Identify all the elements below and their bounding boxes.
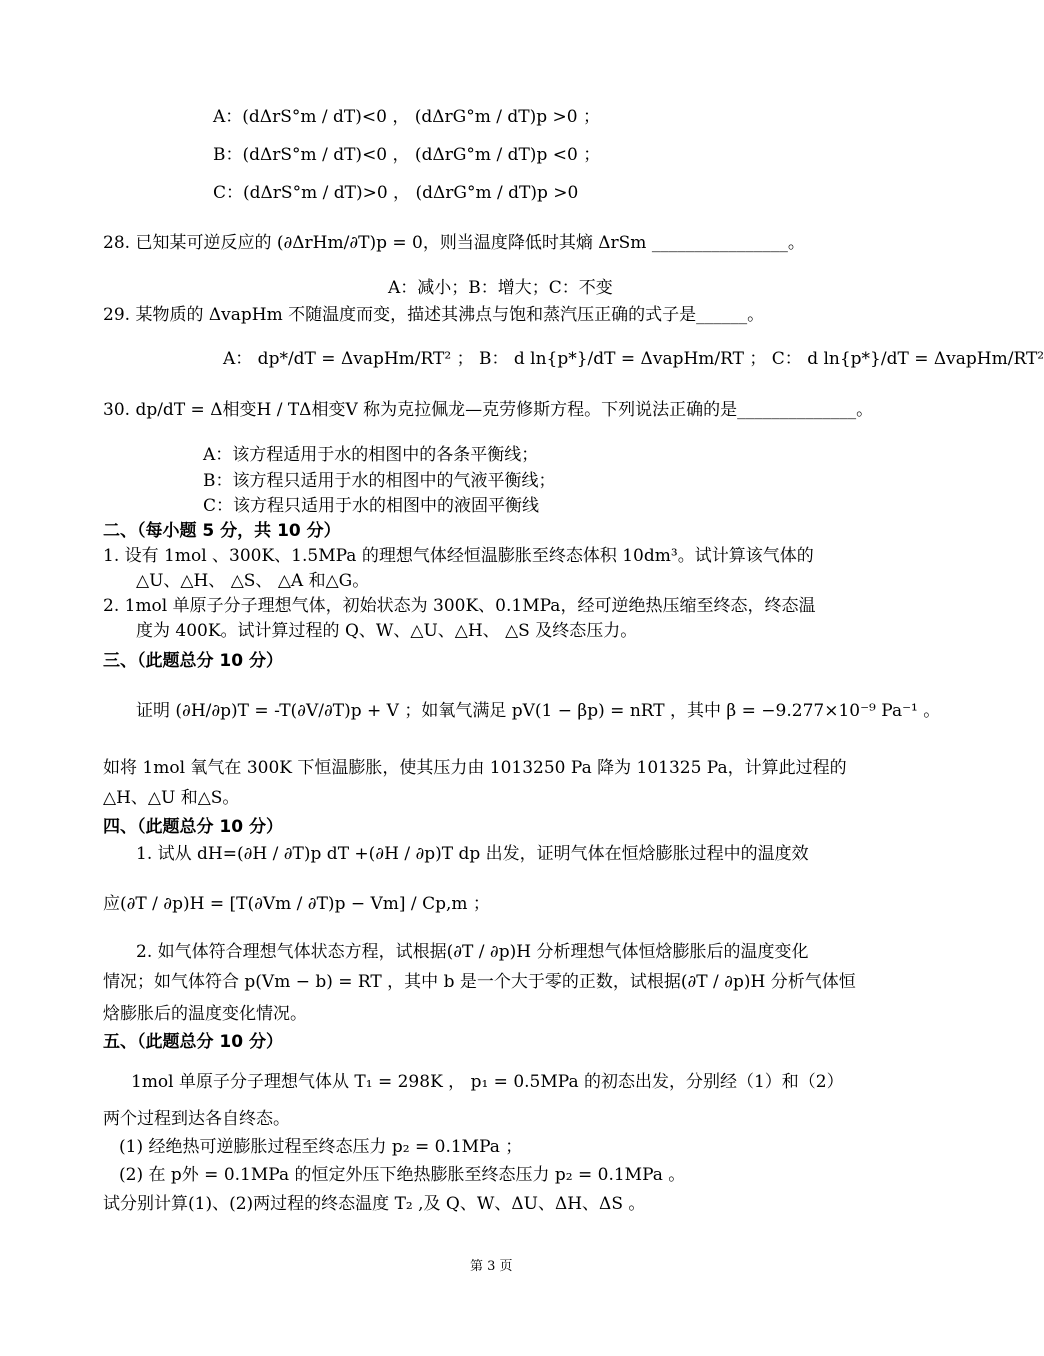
- q27-option-c: C：(dΔrS°m / dT)>0 ， (dΔrG°m / dT)p >0: [213, 183, 579, 203]
- s5-text-line3: 试分别计算(1)、(2)两过程的终态温度 T₂ ,及 Q、W、ΔU、ΔH、ΔS 。: [103, 1194, 646, 1214]
- s4-q1-line2: 应(∂T / ∂p)H = [T(∂Vm / ∂T)p − Vm] / Cp,m ；: [103, 894, 490, 914]
- s4-q2-line2: 情况；如气体符合 p(Vm − b) = RT ，其中 b 是一个大于零的正数，试根据(∂T / ∂p)H 分析气体恒: [103, 972, 856, 992]
- s5-process-1: (1) 经绝热可逆膨胀过程至终态压力 p₂ = 0.1MPa ；: [119, 1137, 523, 1157]
- s2-q2-line2: 度为 400K。试计算过程的 Q、W、△U、△H、 △S 及终态压力。: [136, 621, 638, 641]
- section-2-heading: 二、（每小题 5 分，共 10 分）: [103, 521, 341, 541]
- q30-option-c: C：该方程只适用于水的相图中的液固平衡线: [203, 496, 540, 516]
- q28-options: A：减小；B：增大；C：不变: [388, 278, 613, 298]
- s4-q2-line3: 焓膨胀后的温度变化情况。: [103, 1004, 307, 1024]
- s4-q1-line1: 1. 试从 dH=(∂H / ∂T)p dT +(∂H / ∂p)T dp 出发，证明气体在恒焓膨胀过程中的温度效: [136, 844, 809, 864]
- s5-text-line2: 两个过程到达各自终态。: [103, 1109, 290, 1129]
- s5-text-line1: 1mol 单原子分子理想气体从 T₁ = 298K ， p₁ = 0.5MPa 的初态出发，分别经（1）和（2）: [131, 1072, 844, 1092]
- q29-text: 29. 某物质的 ΔvapHm 不随温度而变，描述其沸点与饱和蒸汽压正确的式子是______。: [103, 305, 765, 325]
- q28-text: 28. 已知某可逆反应的 (∂ΔrHm/∂T)p = 0，则当温度降低时其熵 ΔrSm ________________。: [103, 233, 805, 253]
- s2-q2-line1: 2. 1mol 单原子分子理想气体，初始状态为 300K、0.1MPa，经可逆绝热压缩至终态，终态温: [103, 596, 816, 616]
- q29-options: A： dp*/dT = ΔvapHm/RT² ； B： d ln{p*}/dT = ΔvapHm/RT ； C： d ln{p*}/dT = ΔvapHm/RT²: [223, 349, 1044, 369]
- s2-q1-line2: △U、△H、 △S、 △A 和△G。: [136, 571, 370, 591]
- page-number: 第 3 页: [470, 1259, 513, 1274]
- s2-q1-line1: 1. 设有 1mol 、300K、1.5MPa 的理想气体经恒温膨胀至终态体积 10dm³。试计算该气体的: [103, 546, 814, 566]
- s5-process-2: (2) 在 p外 = 0.1MPa 的恒定外压下绝热膨胀至终态压力 p₂ = 0.1MPa 。: [119, 1165, 686, 1185]
- s4-q2-line1: 2. 如气体符合理想气体状态方程，试根据(∂T / ∂p)H 分析理想气体恒焓膨胀后的温度变化: [136, 942, 809, 962]
- s3-text-line2: △H、△U 和△S。: [103, 788, 240, 808]
- s3-equation: 证明 (∂H/∂p)T = -T(∂V/∂T)p + V ；如氧气满足 pV(1 − βp) = nRT ，其中 β = −9.277×10⁻⁹ Pa⁻¹ 。: [136, 701, 941, 721]
- q27-option-b: B：(dΔrS°m / dT)<0 ， (dΔrG°m / dT)p <0 ；: [213, 145, 601, 165]
- s3-text-line1: 如将 1mol 氧气在 300K 下恒温膨胀，使其压力由 1013250 Pa 降为 101325 Pa，计算此过程的: [103, 758, 847, 778]
- q30-text: 30. dp/dT = Δ相变H / TΔ相变V 称为克拉佩龙—克劳修斯方程。下列说法正确的是______________。: [103, 400, 874, 420]
- q30-option-a: A：该方程适用于水的相图中的各条平衡线；: [203, 445, 539, 465]
- q27-option-a: A：(dΔrS°m / dT)<0 ， (dΔrG°m / dT)p >0 ；: [213, 107, 600, 127]
- section-5-heading: 五、（此题总分 10 分）: [103, 1032, 283, 1052]
- section-4-heading: 四、（此题总分 10 分）: [103, 817, 283, 837]
- q30-option-b: B：该方程只适用于水的相图中的气液平衡线；: [203, 471, 556, 491]
- section-3-heading: 三、（此题总分 10 分）: [103, 651, 283, 671]
